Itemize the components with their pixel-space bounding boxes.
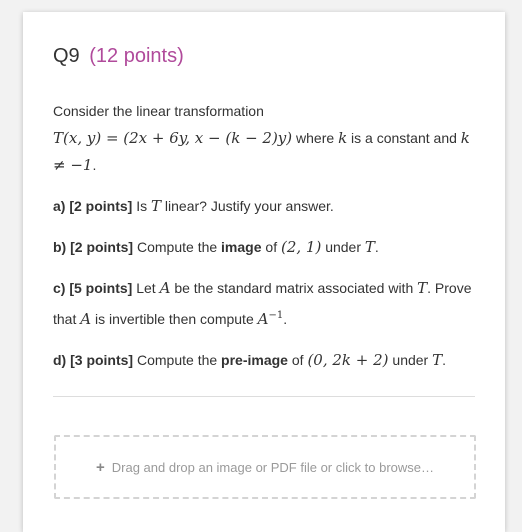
question-title (53, 45, 184, 68)
part-d-point: (0, 2k + 2) (307, 351, 389, 369)
part-c-text-2: be the standard matrix associated with (170, 280, 418, 296)
part-c-text-3: . Prove that (53, 280, 472, 327)
part-d-text-3: under (388, 352, 433, 368)
part-b-point: (2, 1) (280, 238, 322, 256)
part-c-math-a2: A (80, 310, 92, 328)
part-c-math-t: T (417, 279, 428, 297)
transformation-formula: T(x, y) = (2x + 6y, x − (k − 2)y) (53, 129, 293, 147)
part-a-label: a) [2 points] (53, 198, 133, 214)
part-c-inverse (258, 310, 284, 328)
intro-constant-text: is a constant and (347, 130, 461, 146)
part-b-keyword: image (221, 239, 262, 255)
question-card (23, 12, 505, 532)
question-intro (53, 98, 475, 179)
part-b-label: b) [2 points] (53, 239, 134, 255)
part-a-text-2: linear? Justify your answer. (161, 198, 334, 214)
part-d-text-2: of (287, 352, 308, 368)
question-points: (12 points) (89, 45, 184, 67)
constant-condition: k ≠ −1 (53, 129, 470, 174)
part-d-math-t: T (432, 351, 443, 369)
part-c-math-a: A (159, 279, 171, 297)
intro-lead: Consider the linear transformation (53, 103, 264, 119)
part-b-text-3: under (321, 239, 365, 255)
part-d (53, 347, 475, 374)
part-a (53, 193, 475, 220)
constant-variable: k (338, 129, 348, 147)
part-a-math: T (151, 197, 162, 215)
section-divider (53, 396, 475, 397)
upload-label: Drag and drop an image or PDF file or click to browse… (111, 459, 434, 475)
intro-end: . (92, 157, 97, 173)
part-c-inverse-base: A (257, 310, 269, 328)
part-c-text-5: . (283, 311, 288, 327)
part-d-label: d) [3 points] (53, 352, 134, 368)
file-upload-dropzone[interactable] (54, 435, 476, 499)
part-b-text-4: . (374, 239, 379, 255)
part-c-text-4: is invertible then compute (91, 311, 258, 327)
plus-icon: + (95, 458, 105, 476)
question-number: Q9 (53, 45, 80, 67)
part-c-text: Let (132, 280, 160, 296)
part-c-inverse-exponent: −1 (268, 310, 284, 321)
part-b-math-t: T (364, 238, 375, 256)
part-a-text: Is (132, 198, 152, 214)
intro-where: where (292, 130, 339, 146)
part-b (53, 234, 475, 261)
part-d-text-4: . (442, 352, 447, 368)
part-d-keyword: pre-image (221, 352, 288, 368)
part-d-text: Compute the (133, 352, 222, 368)
part-b-text-2: of (261, 239, 281, 255)
part-c (53, 275, 475, 333)
question-body (53, 98, 475, 388)
part-b-text: Compute the (133, 239, 222, 255)
part-c-label: c) [5 points] (53, 280, 133, 296)
